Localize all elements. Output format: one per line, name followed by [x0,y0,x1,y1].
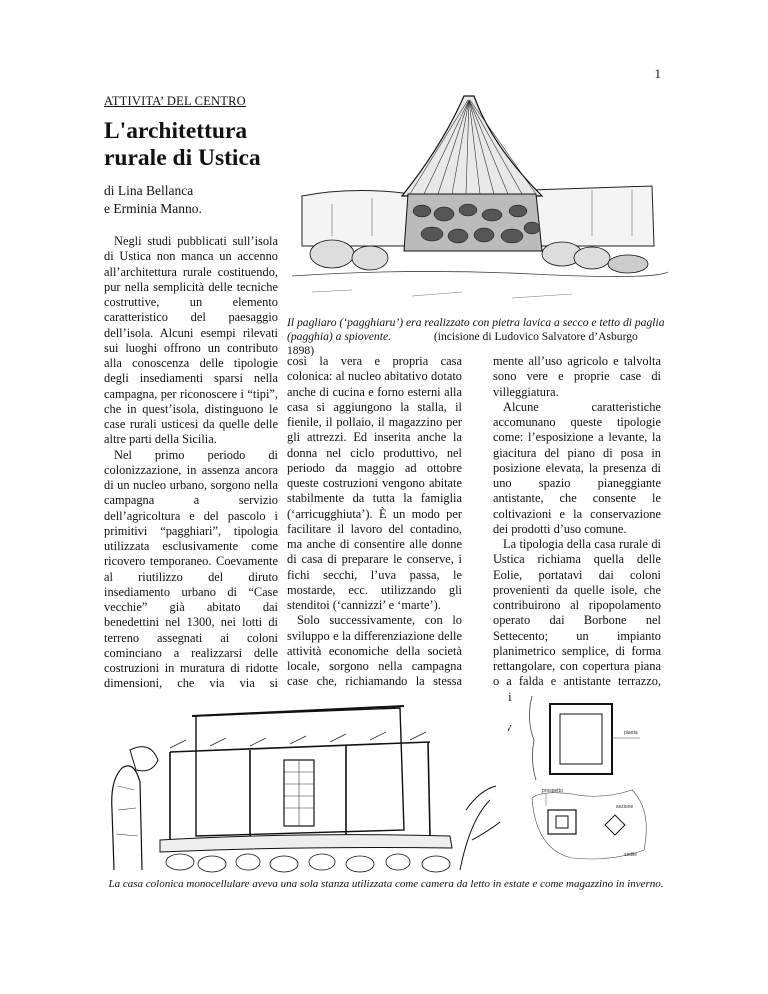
figure-caption-pagliaro [287,316,665,358]
paragraph: Negli studi pubblicati sull’isola di Ustica non manca un accenno all’architettura rurale costituendo, pur nella semplicità delle tecniche costruttive, un elemento caratteristico del paesaggio dell’isola. Alcuni esempi rilevati sui luoghi offrono un contributo alla conoscenza delle tipologie degli insediamenti sparsi nella campagna, per riconoscere i “tipi”, che in quest’isola, distinguono le case rurali usticesi da quelle delle altre parti della Sicilia. [104,234,278,447]
plan-label: pianta [624,730,638,736]
page-number: 1 [654,66,661,81]
farmhouse-sketch [100,690,508,874]
paragraph: Alcune caratteristiche accomunano queste tipologie come: l’esposizione a levante, la giacitura del piano di posa in posizione elevata, la presenza di uno spazio pianeggiante antistante, che consente le coltivazioni e la conservazione dei prodotti d’uso comune. [493,399,661,536]
text-column-1 [104,234,278,768]
author-line: e Erminia Manno. [104,201,202,216]
paragraph: Nel primo periodo di colonizzazione, in assenza ancora di un nucleo urbano, sorgono nella campagna a servizio dell’agricoltura e del pascolo i primitivi “pagghiari”, tipologia utilizzata esclusivamente come ricovero temporaneo. Coevamente al riutilizzo del diruto insediamento urbano di “Case vecchie” già abitato dai benedettini nel 1300, nei lotti di terreno assegnati ai coloni cominciano a realizzarsi delle costruzioni in muratura di ridotte dimensioni, che via via si [104,447,278,691]
paragraph: così la vera e propria casa colonica: al nucleo abitativo dotato anche di cucina e forno esterni alla casa si aggiungono la stalla, il fienile, il pollaio, il magazzino per gli attrezzi. Ed inserita anche la donna nel ciclo produttivo, nel periodo da maggio ad ottobre queste costruzioni vengono abitate stabilmente da tutta la famiglia (‘arricugghiuta’). È un modo per facilitare il lavoro del contadino, ma anche di consentire alle donne di casa di preparare le conserve, i fichi secchi, l’uva passa, le mostarde, ecc. utilizzando gli stenditoi (‘cannizzi’ e ‘marte’). [287,354,462,612]
paragraph: La tipologia della casa rurale di Ustica richiama quella delle Eolie, portatavi dai coloni provenienti da quelle isole, che contribuirono al ripopolamento operato dai Borbone nel Settecento; un impianto planimetrico semplice, di forma rettangolare, con copertura piana o a falda e antistante terrazzo, talvolta [493,537,661,734]
caption-credit: (incisione di Ludovico Salvatore d’Asburgo 1898) [287,330,638,357]
caption-text: Il pagliaro (‘pagghiaru’) era realizzato con pietra lavica a secco e tetto di paglia (pagghia) a spiovente. [287,316,665,343]
paragraph: mente all’uso agricolo e talvolta sono vere e proprie case di villeggiatura. [493,354,661,399]
figure-caption-farmhouse: La casa colonica monocellulare aveva una sola stanza utilizzata come camera da letto in estate e come magazzino in inverno. [108,878,664,890]
authors [104,182,202,218]
plan-label: sezione [616,804,634,810]
plan-label: sedile [624,852,638,858]
section-heading: ATTIVITA’ DEL CENTRO [104,94,246,108]
text-column-2 [287,354,462,720]
plan-drawing [512,690,668,874]
plan-label: prospetto [542,788,563,794]
paragraph: Solo successivamente, con lo sviluppo e la differenziazione delle attività economiche della società locale, sorgono nella campagna case che, richiamando la stessa [287,613,462,689]
text-column-3 [493,354,661,735]
pagliaro-illustration [292,86,668,310]
author-line: di Lina Bellanca [104,183,194,198]
article-title: L'architettura rurale di Ustica [104,118,261,171]
